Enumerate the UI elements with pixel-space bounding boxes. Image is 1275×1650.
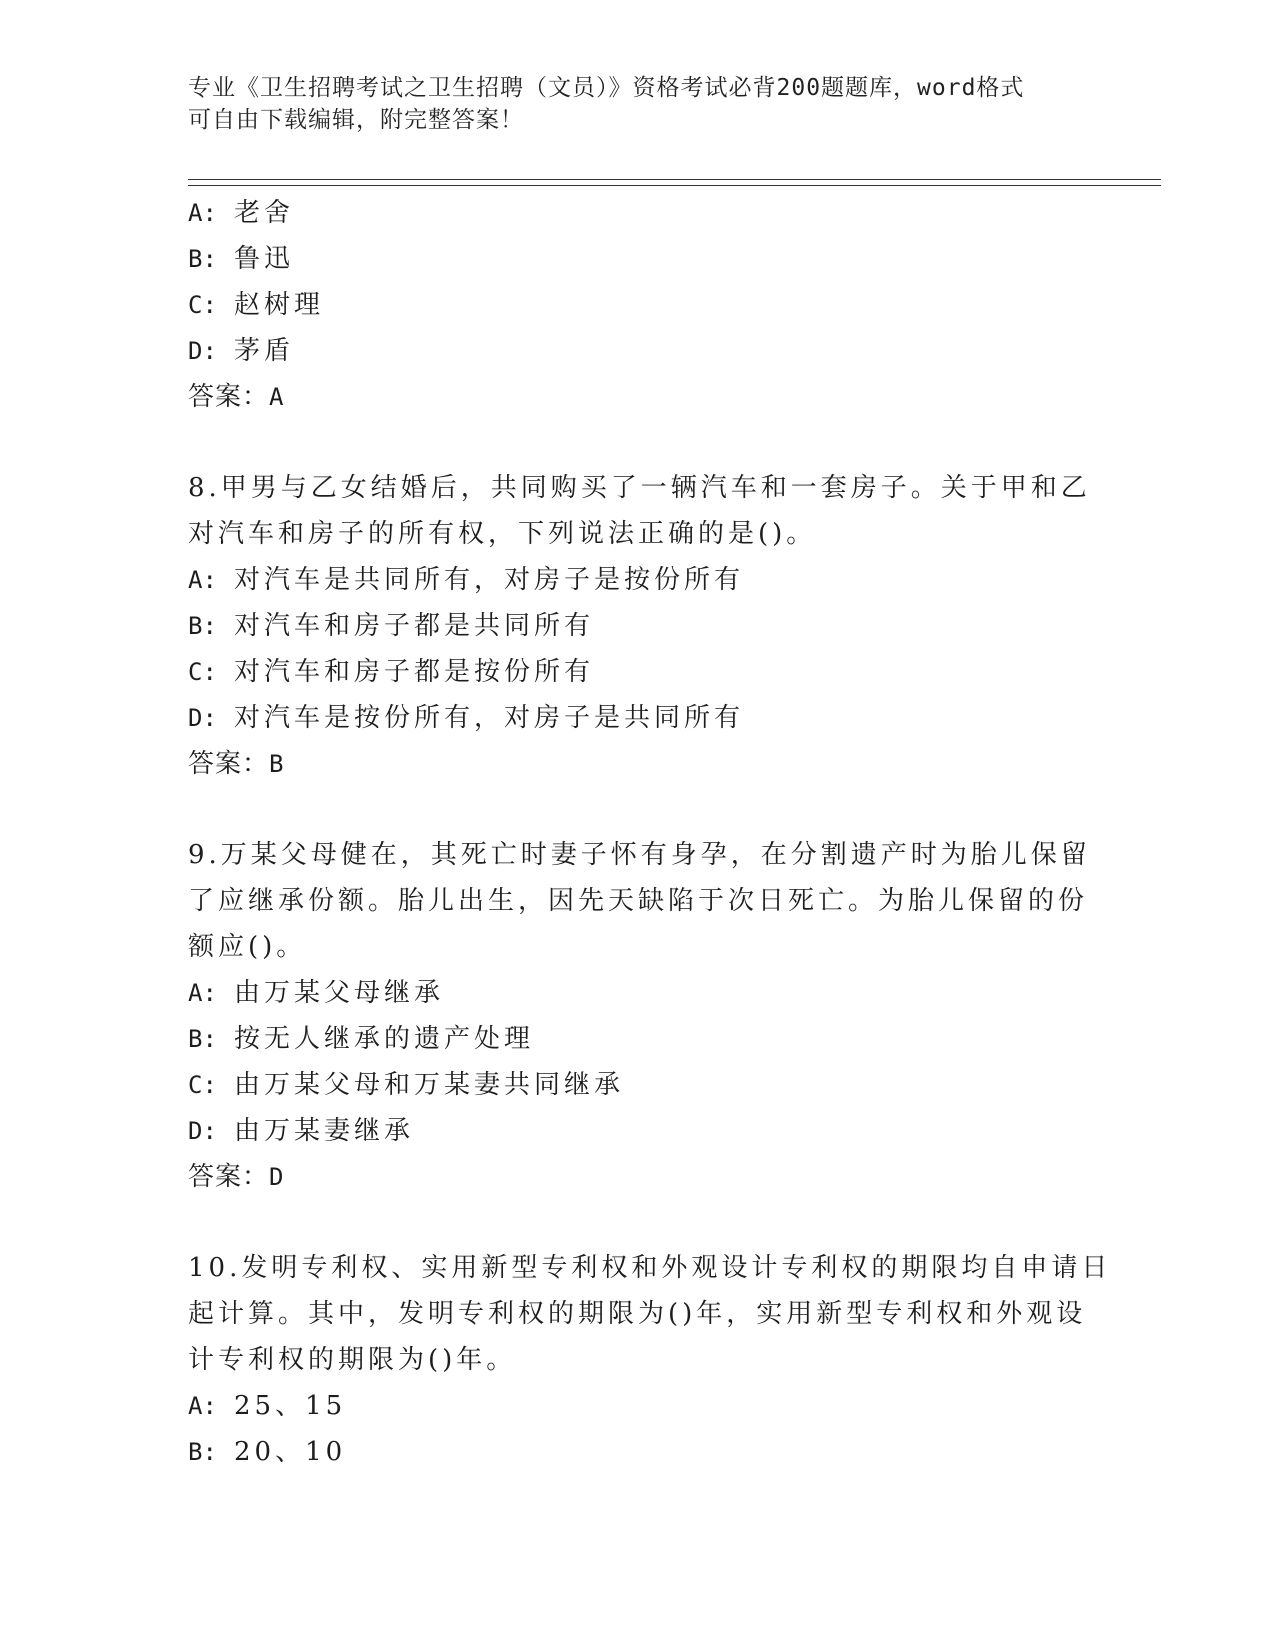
option-text: 由万某父母继承 (234, 978, 445, 1008)
option-letter: A: (188, 199, 217, 227)
option-c (188, 1062, 1088, 1108)
question-10 (188, 1245, 1112, 1475)
answer-label: 答案： (188, 382, 270, 412)
option-text: 鲁迅 (234, 244, 295, 274)
option-a (188, 557, 1088, 603)
option-letter: A: (188, 979, 217, 1007)
option-b (188, 1429, 1088, 1475)
option-a (188, 190, 1088, 236)
question-8 (188, 465, 1091, 787)
option-c (188, 649, 1088, 695)
option-letter: B: (188, 1438, 217, 1466)
option-text: 25、15 (234, 1391, 347, 1421)
option-a (188, 1383, 1088, 1429)
option-b (188, 236, 1088, 282)
option-text: 按无人继承的遗产处理 (234, 1024, 535, 1054)
option-letter: D: (188, 337, 217, 365)
question-text: 了应继承份额。胎儿出生，因先天缺陷于次日死亡。为胎儿保留的份 (188, 886, 1089, 916)
option-text: 对汽车是共同所有，对房子是按份所有 (234, 565, 745, 595)
option-letter: B: (188, 612, 217, 640)
option-letter: A: (188, 1392, 217, 1420)
question-text: 10.发明专利权、实用新型专利权和外观设计专利权的期限均自申请日 (188, 1253, 1112, 1283)
answer-label: 答案： (188, 749, 270, 779)
option-text: 由万某妻继承 (234, 1116, 415, 1146)
header-divider-top (188, 179, 1161, 180)
option-text: 由万某父母和万某妻共同继承 (234, 1070, 625, 1100)
header-line-1: 专业《卫生招聘考试之卫生招聘（文员）》资格考试必背200题题库，word格式 (188, 75, 1025, 101)
option-text: 20、10 (234, 1437, 347, 1467)
question-text: 起计算。其中，发明专利权的期限为()年，实用新型专利权和外观设 (188, 1299, 1087, 1329)
option-letter: C: (188, 291, 217, 319)
question-list (188, 190, 1112, 1475)
answer-line (188, 741, 1088, 787)
option-letter: D: (188, 704, 217, 732)
option-letter: B: (188, 245, 217, 273)
option-b (188, 603, 1088, 649)
question-9 (188, 832, 1091, 1200)
document-header (188, 72, 1088, 136)
option-text: 对汽车和房子都是按份所有 (234, 657, 595, 687)
answer-line (188, 1154, 1088, 1200)
question-7 (188, 190, 1088, 420)
answer-value: A (269, 383, 285, 411)
option-text: 赵树理 (234, 290, 325, 320)
question-text: 8.甲男与乙女结婚后，共同购买了一辆汽车和一套房子。关于甲和乙 (188, 473, 1091, 503)
option-text: 对汽车是按份所有，对房子是共同所有 (234, 703, 745, 733)
option-letter: C: (188, 658, 217, 686)
option-b (188, 1016, 1088, 1062)
question-text: 对汽车和房子的所有权，下列说法正确的是()。 (188, 519, 817, 549)
answer-line (188, 374, 1088, 420)
option-text: 老舍 (234, 198, 295, 228)
option-letter: D: (188, 1117, 217, 1145)
option-text: 茅盾 (234, 336, 295, 366)
option-text: 对汽车和房子都是共同所有 (234, 611, 595, 641)
option-letter: C: (188, 1071, 217, 1099)
header-divider-bottom (188, 185, 1161, 186)
question-text: 额应()。 (188, 932, 307, 962)
answer-value: B (269, 750, 285, 778)
answer-label: 答案： (188, 1162, 270, 1192)
option-a (188, 970, 1088, 1016)
question-text: 9.万某父母健在，其死亡时妻子怀有身孕，在分割遗产时为胎儿保留 (188, 840, 1091, 870)
option-c (188, 282, 1088, 328)
answer-value: D (269, 1163, 285, 1191)
option-letter: A: (188, 566, 217, 594)
question-text: 计专利权的期限为()年。 (188, 1345, 517, 1375)
option-letter: B: (188, 1025, 217, 1053)
option-d (188, 695, 1088, 741)
option-d (188, 1108, 1088, 1154)
option-d (188, 328, 1088, 374)
header-line-2: 可自由下载编辑，附完整答案！ (188, 107, 524, 133)
